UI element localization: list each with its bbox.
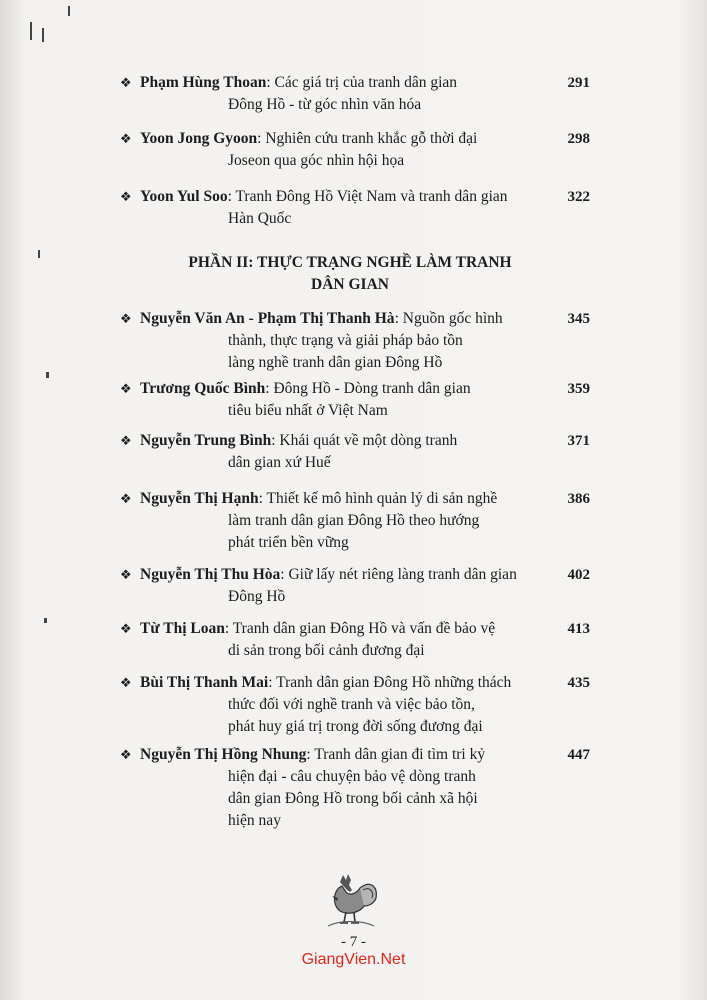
toc-title-continuation: dân gian Đông Hồ trong bối cảnh xã hội (228, 790, 478, 807)
section-title-line1: PHẦN II: THỰC TRẠNG NGHỀ LÀM TRANH (188, 254, 512, 271)
toc-entry-first-line (140, 186, 540, 208)
toc-page-number: 371 (567, 433, 590, 449)
toc-colon: : (224, 620, 233, 637)
toc-author: Phạm Hùng Thoan (140, 74, 267, 91)
toc-page-number: 291 (567, 75, 590, 91)
toc-title-continuation: Joseon qua góc nhìn hội họa (228, 152, 405, 169)
toc-title: Tranh dân gian đi tìm tri kỷ (314, 746, 486, 763)
toc-entry-first-line (140, 618, 540, 640)
section-title-line2: DÂN GIAN (311, 276, 389, 293)
toc-entry (120, 430, 590, 474)
toc-entry (120, 72, 590, 116)
toc-page-number: 435 (567, 675, 590, 691)
toc-author: Nguyễn Thị Hồng Nhung (140, 746, 307, 763)
toc-author: Nguyễn Thị Hạnh (140, 490, 259, 507)
toc-colon: : (266, 74, 275, 91)
toc-entry (120, 378, 590, 422)
toc-colon: : (227, 188, 236, 205)
toc-colon: : (271, 432, 280, 449)
toc-entry-first-line (140, 72, 540, 94)
toc-title-continuation: phát huy giá trị trong đời sống đương đại (228, 718, 483, 735)
scan-mark (68, 6, 70, 16)
toc-entry (120, 564, 590, 608)
toc-title-continuation: hiện nay (228, 812, 281, 829)
toc-title-continuation: di sản trong bối cảnh đương đại (228, 642, 425, 659)
toc-title-continuation: thành, thực trạng và giải pháp bảo tồn (228, 332, 463, 349)
toc-title: Tranh dân gian Đông Hồ những thách (276, 674, 512, 691)
diamond-bullet-icon: ❖ (120, 311, 132, 326)
toc-author: Nguyễn Thị Thu Hòa (140, 566, 281, 583)
toc-title: Tranh dân gian Đông Hồ và vấn đề bảo vệ (232, 620, 496, 637)
toc-title: Tranh Đông Hồ Việt Nam và tranh dân gian (235, 188, 508, 205)
toc-page-number: 402 (567, 567, 590, 583)
scan-mark (46, 372, 49, 378)
toc-colon: : (257, 130, 266, 147)
toc-author: Bùi Thị Thanh Mai (140, 674, 269, 691)
toc-title-continuation: làm tranh dân gian Đông Hồ theo hướng (228, 512, 480, 529)
toc-title-continuation: làng nghề tranh dân gian Đông Hồ (228, 354, 443, 371)
toc-entry-first-line (140, 430, 540, 452)
toc-title-continuation: Đông Hồ - từ góc nhìn văn hóa (228, 96, 422, 113)
toc-colon: : (394, 310, 403, 327)
page-folio: - 7 - (341, 934, 366, 950)
diamond-bullet-icon: ❖ (120, 747, 132, 762)
toc-entry-first-line (140, 564, 540, 586)
toc-page-number: 298 (567, 131, 590, 147)
toc-colon: : (268, 674, 277, 691)
toc-title-continuation: hiện đại - câu chuyện bảo vệ dòng tranh (228, 768, 476, 785)
toc-entry (120, 128, 590, 172)
toc-entry (120, 186, 590, 230)
diamond-bullet-icon: ❖ (120, 433, 132, 448)
toc-author: Yoon Yul Soo (140, 188, 228, 205)
toc-colon: : (265, 380, 274, 397)
toc-colon: : (306, 746, 315, 763)
toc-page-number: 386 (567, 491, 590, 507)
toc-entry (120, 618, 590, 662)
scan-mark (44, 618, 47, 623)
toc-title-continuation: Đông Hồ (228, 588, 286, 605)
toc-entry-first-line (140, 744, 540, 766)
diamond-bullet-icon: ❖ (120, 131, 132, 146)
toc-title: Khái quát về một dòng tranh (279, 432, 458, 449)
toc-page-number: 322 (567, 189, 590, 205)
toc-title: Nguồn gốc hình (402, 310, 503, 327)
toc-author: Trương Quốc Bình (140, 380, 266, 397)
toc-title-continuation: tiêu biểu nhất ở Việt Nam (228, 402, 388, 419)
toc-title-continuation: Hàn Quốc (228, 210, 292, 227)
toc-author: Từ Thị Loan (140, 620, 225, 637)
toc-entry (120, 488, 590, 554)
toc-page-number: 359 (567, 381, 590, 397)
toc-entry-first-line (140, 308, 540, 330)
toc-entry (120, 672, 590, 738)
diamond-bullet-icon: ❖ (120, 491, 132, 506)
scan-mark (30, 22, 32, 40)
toc-title: Các giá trị của tranh dân gian (274, 74, 458, 91)
diamond-bullet-icon: ❖ (120, 675, 132, 690)
rooster-icon (320, 868, 382, 930)
toc-author: Nguyễn Văn An - Phạm Thị Thanh Hà (140, 310, 395, 327)
toc-entry (120, 744, 590, 832)
toc-title: Giữ lấy nét riêng làng tranh dân gian (288, 566, 517, 583)
toc-colon: : (258, 490, 267, 507)
diamond-bullet-icon: ❖ (120, 189, 132, 204)
toc-title-continuation: phát triển bền vững (228, 534, 349, 551)
toc-title: Thiết kế mô hình quản lý di sản nghề (266, 490, 498, 507)
toc-title-continuation: dân gian xứ Huế (228, 454, 331, 471)
toc-title-continuation: thức đối với nghề tranh và việc bảo tồn, (228, 696, 475, 713)
toc-entry-first-line (140, 378, 540, 400)
toc-author: Yoon Jong Gyoon (140, 130, 258, 147)
toc-title: Nghiên cứu tranh khắc gỗ thời đại (265, 130, 478, 147)
diamond-bullet-icon: ❖ (120, 381, 132, 396)
toc-entry-first-line (140, 672, 540, 694)
toc-author: Nguyễn Trung Bình (140, 432, 272, 449)
section-title (150, 252, 550, 296)
toc-entry (120, 308, 590, 374)
scan-mark (42, 28, 44, 42)
toc-page-number: 345 (567, 311, 590, 327)
toc-colon: : (280, 566, 289, 583)
watermark-text: GiangVien.Net (301, 951, 406, 968)
toc-page-number: 447 (567, 747, 590, 763)
scan-mark (38, 250, 40, 258)
toc-title: Đông Hồ - Dòng tranh dân gian (273, 380, 471, 397)
diamond-bullet-icon: ❖ (120, 567, 132, 582)
diamond-bullet-icon: ❖ (120, 621, 132, 636)
toc-entry-first-line (140, 488, 540, 510)
toc-page-number: 413 (567, 621, 590, 637)
toc-entry-first-line (140, 128, 540, 150)
diamond-bullet-icon: ❖ (120, 75, 132, 90)
